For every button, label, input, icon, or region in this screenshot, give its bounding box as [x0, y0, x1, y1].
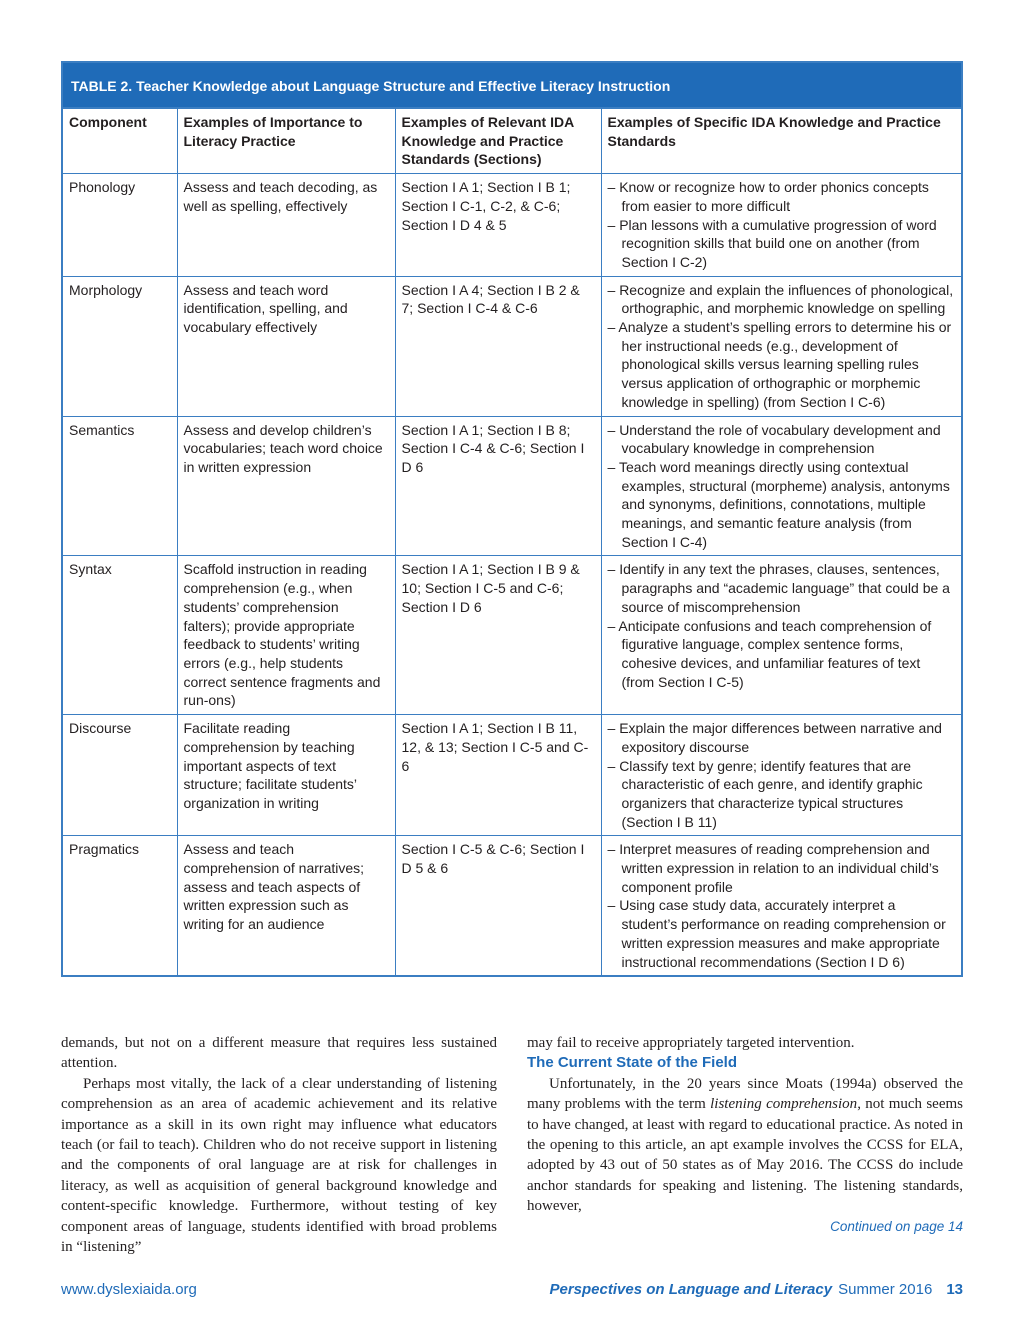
page-footer	[61, 1281, 963, 1303]
cell-sections: Section I C-5 & C-6; Section I D 5 & 6	[395, 836, 601, 975]
table-row	[63, 836, 961, 975]
standard-item: – Plan lessons with a cumulative progression of word recognition skills that build one on another (from Section I C-2)	[608, 216, 956, 272]
footer-right	[549, 1281, 963, 1298]
paragraph	[527, 1074, 963, 1217]
paragraph-text: Unfortunately, in the 20 years since Moats (1994a) observed the many problems with the term	[527, 1075, 963, 1113]
cell-importance: Assess and teach word identification, spelling, and vocabulary effectively	[177, 276, 395, 416]
standard-item: – Recognize and explain the influences of phonological, orthographic, and morphemic knowledge on spelling	[608, 281, 956, 318]
issue-label: Summer 2016	[838, 1281, 933, 1298]
cell-standards	[601, 416, 961, 556]
cell-component: Syntax	[63, 556, 177, 715]
standard-item: – Know or recognize how to order phonics concepts from easier to more difficult	[608, 178, 956, 215]
section-heading: The Current State of the Field	[527, 1054, 738, 1072]
header-component: Component	[63, 109, 177, 174]
cell-standards	[601, 715, 961, 836]
paragraph: Perhaps most vitally, the lack of a clear understanding of listening comprehension as an area of academic achievement and its relative importance as a skill in its own right may influence what educators teach (or fail to teach). Children who do not receive support in listening and the components of oral language are at risk for challenges in literacy, as well as acquisition of general background knowledge and content-specific knowledge. Furthermore, without testing of key component areas of language, students identified with broad problems in “listening”	[61, 1075, 497, 1256]
standard-item: – Identify in any text the phrases, clauses, sentences, paragraphs and “academic language” that could be a source of miscomprehension	[608, 560, 956, 616]
left-column	[61, 1033, 497, 1257]
cell-sections: Section I A 4; Section I B 2 & 7; Section I C-4 & C-6	[395, 276, 601, 416]
cell-importance: Assess and develop children’s vocabularies; teach word choice in written expression	[177, 416, 395, 556]
website-link[interactable]: www.dyslexiaida.org	[61, 1281, 197, 1298]
paragraph: may fail to receive appropriately targeted intervention.	[527, 1035, 855, 1051]
continued-note: Continued on page 14	[830, 1218, 963, 1234]
right-column	[527, 1033, 963, 1257]
page-number: 13	[946, 1281, 963, 1298]
cell-sections: Section I A 1; Section I B 1; Section I C-1, C-2, & C-6; Section I D 4 & 5	[395, 174, 601, 277]
standard-item: – Teach word meanings directly using contextual examples, structural (morpheme) analysis, antonyms and synonyms, definitions, connotations, multiple meanings, and semantic feature analysis (from Section I C-4)	[608, 458, 956, 552]
table-title: TABLE 2. Teacher Knowledge about Language Structure and Effective Literacy Instruction	[63, 63, 961, 109]
cell-component: Semantics	[63, 416, 177, 556]
cell-sections: Section I A 1; Section I B 11, 12, & 13; Section I C-5 and C-6	[395, 715, 601, 836]
standard-item: – Analyze a student’s spelling errors to determine his or her instructional needs (e.g., development of phonological skills versus learning spelling rules versus application of orthographic or morphemic knowledge in spelling) (from Section I C-6)	[608, 318, 956, 412]
paragraph-text: , not much seems to have changed, at least with regard to educational practice. As noted in the opening to this article, an apt example involves the CCSS for ELA, adopted by 43 out of 50 states as of May 2016. The CCSS do include anchor standards for speaking and listening. The listening standards, however,	[527, 1096, 963, 1215]
cell-component: Discourse	[63, 715, 177, 836]
standard-item: – Understand the role of vocabulary development and vocabulary knowledge in comprehension	[608, 421, 956, 458]
table-row	[63, 556, 961, 715]
standard-item: – Anticipate confusions and teach comprehension of figurative language, complex sentence forms, cohesive devices, and unfamiliar features of text (from Section I C-5)	[608, 617, 956, 692]
teacher-knowledge-table	[61, 61, 963, 977]
standard-item: – Interpret measures of reading comprehension and written expression in relation to an individual child’s component profile	[608, 840, 956, 896]
table-grid	[63, 109, 961, 975]
cell-sections: Section I A 1; Section I B 9 & 10; Section I C-5 and C-6; Section I D 6	[395, 556, 601, 715]
journal-title: Perspectives on Language and Literacy	[549, 1281, 833, 1298]
table-row	[63, 416, 961, 556]
cell-importance: Assess and teach comprehension of narratives; assess and teach aspects of written expression such as writing for an audience	[177, 836, 395, 975]
cell-importance: Scaffold instruction in reading comprehension (e.g., when students’ comprehension falters); provide appropriate feedback to students’ writing errors (e.g., help students correct sentence fragments and run-ons)	[177, 556, 395, 715]
standard-item: – Explain the major differences between narrative and expository discourse	[608, 719, 956, 756]
cell-importance: Facilitate reading comprehension by teaching important aspects of text structure; facilitate students’ organization in writing	[177, 715, 395, 836]
cell-component: Morphology	[63, 276, 177, 416]
cell-importance: Assess and teach decoding, as well as spelling, effectively	[177, 174, 395, 277]
cell-standards	[601, 276, 961, 416]
header-standards: Examples of Specific IDA Knowledge and Practice Standards	[601, 109, 961, 174]
table-row	[63, 715, 961, 836]
header-sections: Examples of Relevant IDA Knowledge and Practice Standards (Sections)	[395, 109, 601, 174]
cell-sections: Section I A 1; Section I B 8; Section I C-4 & C-6; Section I D 6	[395, 416, 601, 556]
table-row	[63, 276, 961, 416]
standard-item: – Using case study data, accurately interpret a student’s performance on reading comprehension or written expression measures and make appropriate instructional recommendations (Section I D 6)	[608, 896, 956, 971]
cell-standards	[601, 836, 961, 975]
cell-standards	[601, 556, 961, 715]
table-row	[63, 174, 961, 277]
paragraph: demands, but not on a different measure that requires less sustained attention.	[61, 1035, 497, 1072]
cell-standards	[601, 174, 961, 277]
header-importance: Examples of Importance to Literacy Practice	[177, 109, 395, 174]
article-body	[61, 1033, 963, 1257]
cell-component: Pragmatics	[63, 836, 177, 975]
standard-item: – Classify text by genre; identify features that are characteristic of each genre, and identify graphic organizers that characterize typical structures (Section I B 11)	[608, 757, 956, 832]
cell-component: Phonology	[63, 174, 177, 277]
table-header-row	[63, 109, 961, 174]
emphasis-term: listening comprehension	[710, 1096, 858, 1113]
